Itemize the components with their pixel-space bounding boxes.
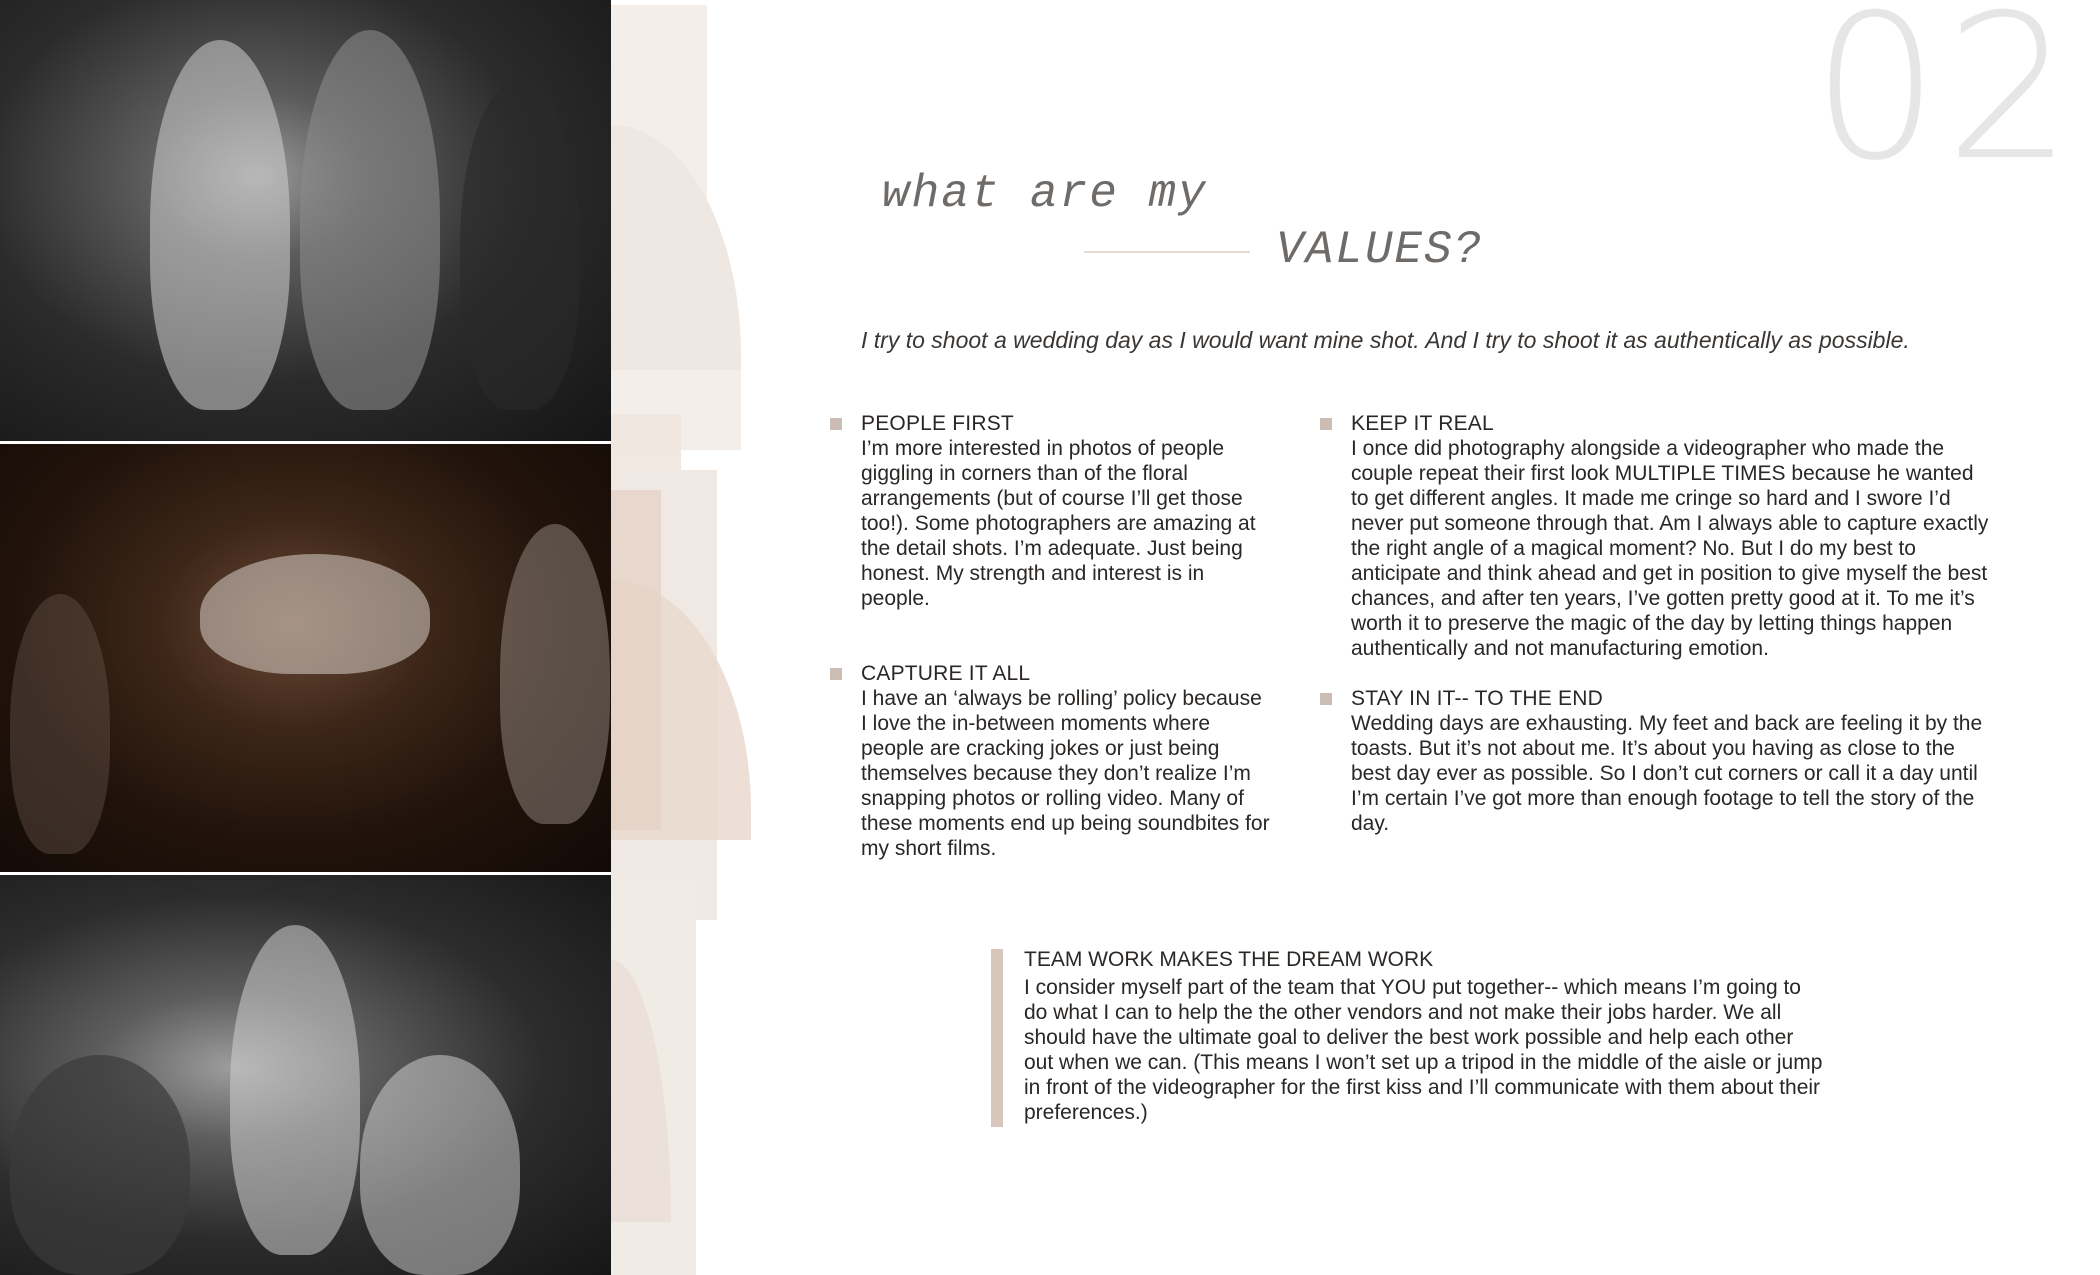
value-item — [861, 661, 1271, 861]
photo-bride-dip — [0, 444, 611, 872]
square-bullet-icon — [1320, 693, 1332, 705]
value-item — [1351, 686, 1996, 836]
value-heading: PEOPLE FIRST — [861, 412, 1014, 435]
photo-figure — [10, 1055, 190, 1275]
photo-figure — [10, 594, 110, 854]
value-body: I’m more interested in photos of people giggling in corners than of the floral arrangements (but of course I’ll get those too!). Some photographers are amazing at the detail shots. I’m adequate. Just being honest. My strength and interest is in people. — [861, 437, 1256, 610]
value-body: I once did photography alongside a videographer who made the couple repeat their first look MULTIPLE TIMES because he wanted to get different angles. It made me cringe so hard and I swore I’d never put someone through that. Am I always able to capture exactly the right angle of a magical moment? No. But I do my best to anticipate and think ahead and get in position to give myself the best chances, and after ten years, I’ve gotten pretty good at it. To me it’s worth it to preserve the magic of the day by letting things happen authentically and not manufacturing emotion. — [1351, 437, 1989, 660]
square-bullet-icon — [830, 668, 842, 680]
square-bullet-icon — [1320, 418, 1332, 430]
photo-figure — [230, 925, 360, 1255]
photo-figure — [460, 80, 580, 410]
photo-figure — [500, 524, 610, 824]
page-number: 02 — [1812, 0, 2079, 205]
team-body: I consider myself part of the team that YOU put together-- which means I’m going to do what I can to help the the other vendors and not make their jobs harder. We all should have the ultimate goal to deliver the best work possible and help each other out when we can. (This means I won’t set up a tripod in the middle of the aisle or jump in front of the videographer for the first kiss and I’ll communicate with them about their preferences.) — [1024, 976, 1823, 1124]
value-body: Wedding days are exhausting. My feet and back are feeling it by the toasts. But it’s not about me. It’s about you having as close to the best day ever as possible. So I don’t cut corners or call it a day until I’m certain I’ve got more than enough footage to tell the story of the day. — [1351, 712, 1983, 835]
page-title-line-1: what are my — [882, 168, 1208, 220]
value-heading: CAPTURE IT ALL — [861, 662, 1031, 685]
photo-figure — [200, 554, 430, 674]
square-bullet-icon — [830, 418, 842, 430]
value-heading: STAY IN IT-- TO THE END — [1351, 687, 1603, 710]
value-heading: KEEP IT REAL — [1351, 412, 1494, 435]
photo-figure — [150, 40, 290, 410]
photo-figure — [300, 30, 440, 410]
value-item — [1351, 411, 1996, 661]
photo-bride-lifted — [0, 875, 611, 1275]
page-title-line-2: VALUES? — [1276, 224, 1484, 276]
callout-accent-bar — [991, 949, 1003, 1127]
title-divider — [1084, 251, 1250, 253]
value-body: I have an ‘always be rolling’ policy because I love the in-between moments where people are cracking jokes or just being themselves because they don’t realize I’m snapping photos or rolling video. Many of these moments end up being soundbites for my short films. — [861, 687, 1270, 860]
intro-text: I try to shoot a wedding day as I would want mine shot. And I try to shoot it as authentically as possible. — [861, 327, 1910, 353]
photo-figure — [360, 1055, 520, 1275]
team-callout — [1024, 947, 1824, 1125]
photo-couple-dancing — [0, 0, 611, 441]
team-heading: TEAM WORK MAKES THE DREAM WORK — [1024, 948, 1434, 971]
value-item — [861, 411, 1271, 611]
